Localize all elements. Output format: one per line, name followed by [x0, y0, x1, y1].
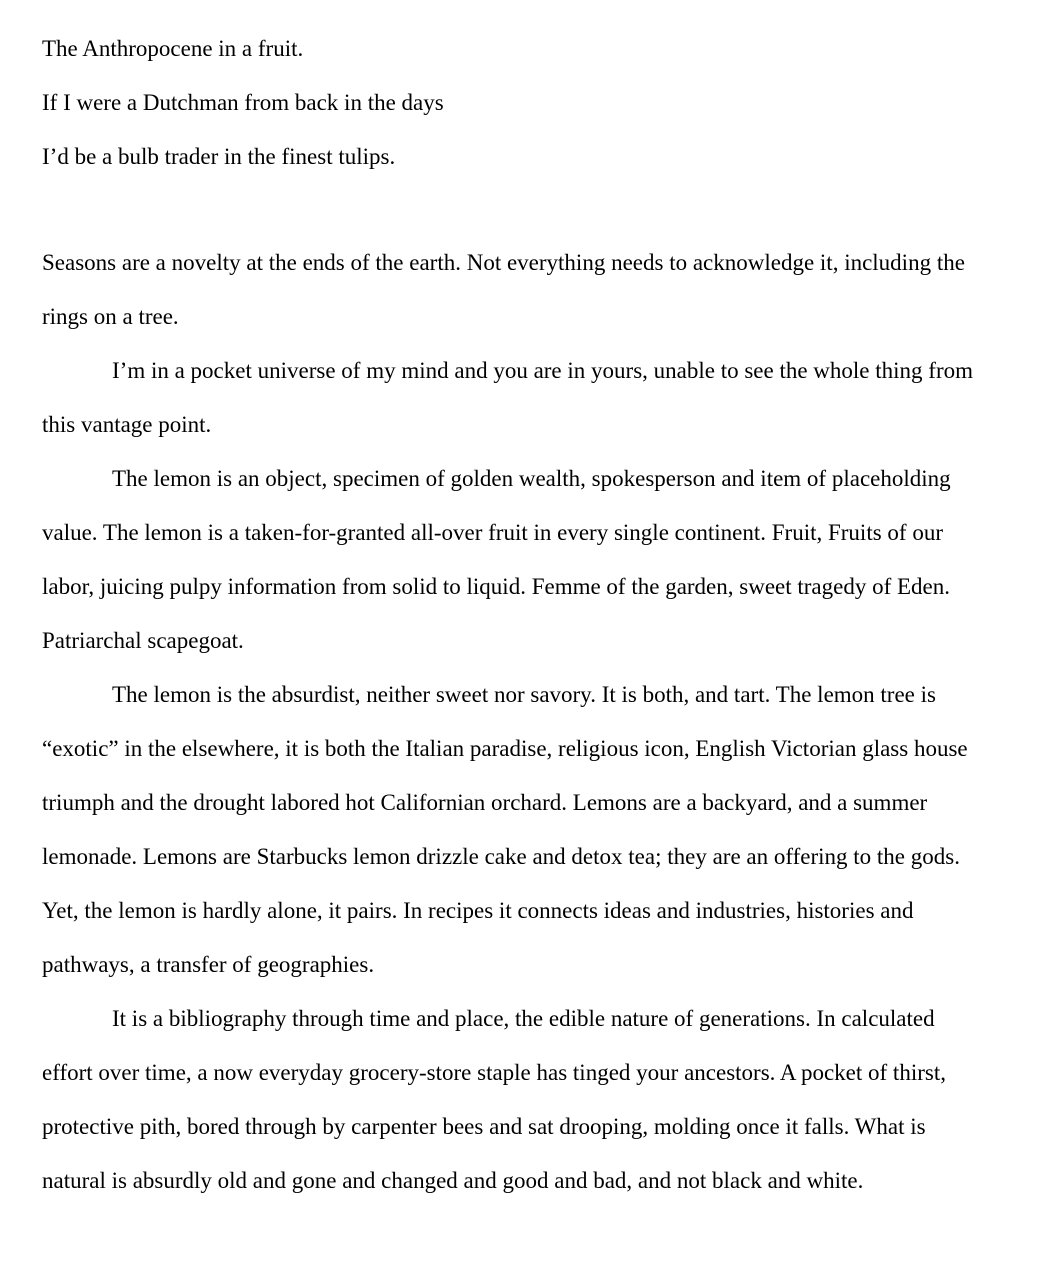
section-break — [42, 184, 982, 236]
verse-line-2: If I were a Dutchman from back in the days — [42, 90, 444, 115]
verse-line-1: The Anthropocene in a fruit. — [42, 36, 304, 61]
verse-line-3: I’d be a bulb trader in the finest tulips. — [42, 144, 396, 169]
paragraph-5: It is a bibliography through time and place, the edible nature of generations. In calculated effort over time, a now everyday grocery-store staple has tinged your ancestors. A pocket of thirst, protective pith, bored through by carpenter bees and sat drooping, molding once it falls. What is natural is absurdly old and gone and changed and good and bad, and not black and white. — [42, 1006, 946, 1193]
paragraph-2: I’m in a pocket universe of my mind and you are in yours, unable to see the whole thing from this vantage point. — [42, 358, 974, 437]
paragraph-1: Seasons are a novelty at the ends of the earth. Not everything needs to acknowledge it, including the rings on a tree. — [42, 250, 965, 329]
paragraph-3: The lemon is an object, specimen of golden wealth, spokesperson and item of placeholding value. The lemon is a taken-for-granted all-over fruit in every single continent. Fruit, Fruits of our labor, juicing pulpy information from solid to liquid. Femme of the garden, sweet tragedy of Eden. Patriarchal scapegoat. — [42, 466, 951, 653]
document-page — [42, 22, 982, 1208]
paragraph-4: The lemon is the absurdist, neither sweet nor savory. It is both, and tart. The lemon tree is “exotic” in the elsewhere, it is both the Italian paradise, religious icon, English Victorian glass house triumph and the drought labored hot Californian orchard. Lemons are a backyard, and a summer lemonade. Lemons are Starbucks lemon drizzle cake and detox tea; they are an offering to the gods. Yet, the lemon is hardly alone, it pairs. In recipes it connects ideas and industries, histories and pathways, a transfer of geographies. — [42, 682, 968, 977]
